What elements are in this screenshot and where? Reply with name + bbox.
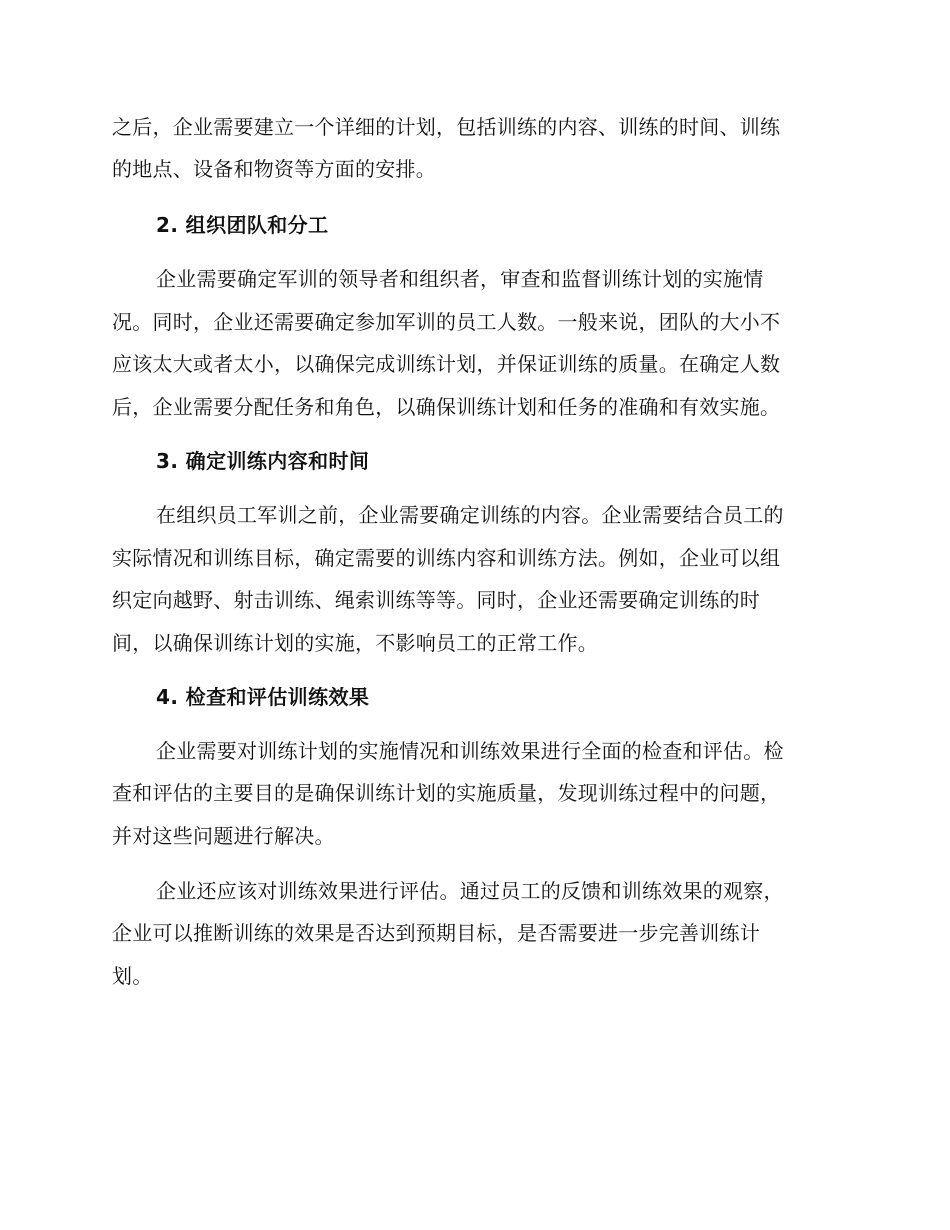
paragraph-line: 间，以确保训练计划的实施，不影响员工的正常工作。 xyxy=(112,631,598,655)
paragraph-line: 企业还应该对训练效果进行评估。通过员工的反馈和训练效果的观察， xyxy=(156,879,784,903)
intro-line: 之后，企业需要建立一个详细的计划，包括训练的内容、训练的时间、训练 xyxy=(112,115,781,139)
paragraph-line: 划。 xyxy=(112,964,153,988)
paragraph-line: 查和评估的主要目的是确保训练计划的实施质量，发现训练过程中的问题， xyxy=(112,781,781,805)
paragraph-line: 后，企业需要分配任务和角色，以确保训练计划和任务的准确和有效实施。 xyxy=(112,395,781,419)
section-heading: 3. 确定训练内容和时间 xyxy=(156,449,370,473)
paragraph-line: 况。同时，企业还需要确定参加军训的员工人数。一般来说，团队的大小不 xyxy=(112,310,781,334)
paragraph-line: 在组织员工军训之前，企业需要确定训练的内容。企业需要结合员工的 xyxy=(156,503,784,527)
paragraph-line: 企业需要对训练计划的实施情况和训练效果进行全面的检查和评估。检 xyxy=(156,739,784,763)
paragraph-line: 并对这些问题进行解决。 xyxy=(112,824,335,848)
section-heading: 2. 组织团队和分工 xyxy=(156,213,329,237)
paragraph-line: 织定向越野、射击训练、绳索训练等等。同时，企业还需要确定训练的时 xyxy=(112,588,760,612)
intro-line: 的地点、设备和物资等方面的安排。 xyxy=(112,157,436,181)
paragraph-line: 应该太大或者太小，以确保完成训练计划，并保证训练的质量。在确定人数 xyxy=(112,352,781,376)
paragraph-line: 实际情况和训练目标，确定需要的训练内容和训练方法。例如，企业可以组 xyxy=(112,546,781,570)
section-heading: 4. 检查和评估训练效果 xyxy=(156,685,370,709)
paragraph-line: 企业需要确定军训的领导者和组织者，审查和监督训练计划的实施情 xyxy=(156,267,764,291)
paragraph-line: 企业可以推断训练的效果是否达到预期目标，是否需要进一步完善训练计 xyxy=(112,921,760,945)
